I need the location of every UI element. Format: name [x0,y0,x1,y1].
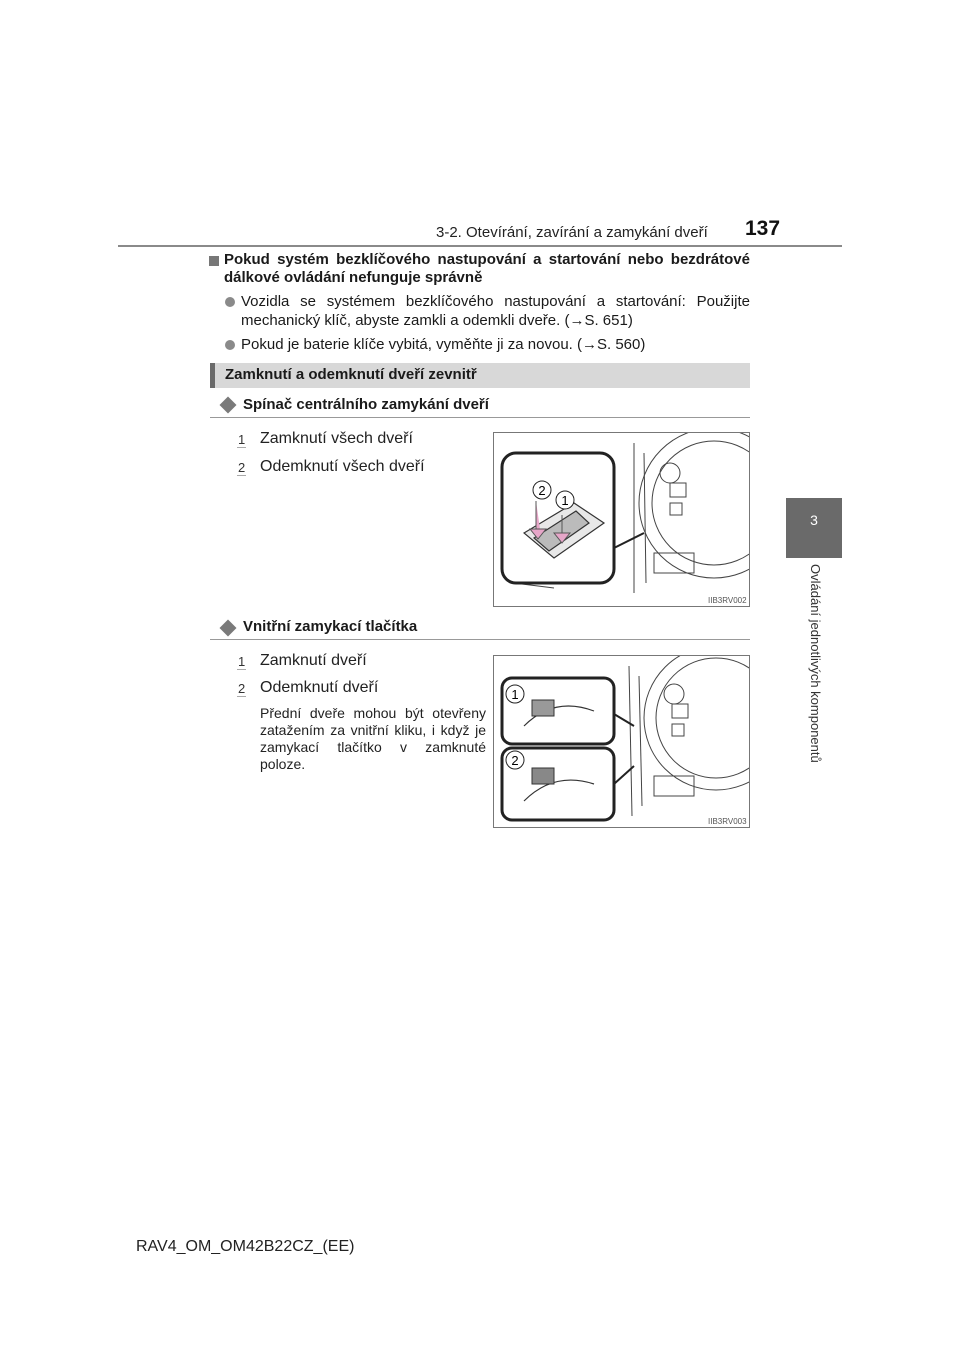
figure-code: IIB3RV003 [708,817,747,826]
item-number: 2 [238,460,246,475]
figure-code: IIB3RV002 [708,596,747,605]
chapter-title: Ovládání jednotlivých komponentů [808,564,823,763]
bullet-dot-icon [225,340,235,350]
figure-callout-2: 2 [538,483,546,498]
lock-button-locked [532,700,554,716]
warning-bullet-2: Pokud je baterie klíče vybitá, vyměňte ji za novou. (→S. 560) [241,336,646,353]
item-lock-all: Zamknutí všech dveří [260,430,413,447]
item-number: 1 [238,432,246,447]
figure-callout-1: 1 [561,493,569,508]
diamond-icon [220,620,237,637]
chapter-tab [786,498,842,558]
subsection-2-rule [210,639,750,640]
diamond-icon [220,397,237,414]
subsection-2-title: Vnitřní zamykací tlačítka [243,618,418,635]
subsection-1-title: Spínač centrálního zamykání dveří [243,396,489,413]
section-banner: Zamknutí a odemknutí dveří zevnitř [210,363,750,388]
chapter-number: 3 [810,512,818,528]
item-number: 1 [238,654,246,669]
item-lock-door: Zamknutí dveří [260,652,367,669]
figure-callout-1: 1 [511,687,519,702]
central-lock-illustration [494,433,750,607]
footer-doc-code: RAV4_OM_OM42B22CZ_(EE) [136,1238,355,1255]
note-text: Přední dveře mohou být otevřeny zatažením za vnitřní kliku, i když je zamykací tlačítko v zamknuté poloze. [260,705,486,772]
lock-button-unlocked [532,768,554,784]
bullet-dot-icon [225,297,235,307]
item-unlock-door: Odemknutí dveří [260,679,379,696]
figure-inside-lock-buttons [493,655,750,828]
subsection-1-rule [210,417,750,418]
warning-bullet-1: Vozidla se systémem bezklíčového nastupování a startování: Použijte mechanický klíč, abyste zamkli a odemkli dveře. (→S. 651) [241,293,750,329]
warning-title: Pokud systém bezklíčového nastupování a startování nebo bezdrátové dálkové ovládání nefunguje správně [224,251,750,286]
inside-lock-illustration [494,656,750,828]
item-unlock-all: Odemknutí všech dveří [260,458,425,475]
header-rule [118,245,842,247]
item-number: 2 [238,681,246,696]
square-bullet-icon [209,256,219,266]
header-section-title: 3-2. Otevírání, zavírání a zamykání dveří [436,224,708,241]
figure-central-lock-switch [493,432,750,607]
figure-callout-2: 2 [511,753,519,768]
page-number: 137 [745,217,781,240]
chapter-title-vertical [786,564,842,826]
